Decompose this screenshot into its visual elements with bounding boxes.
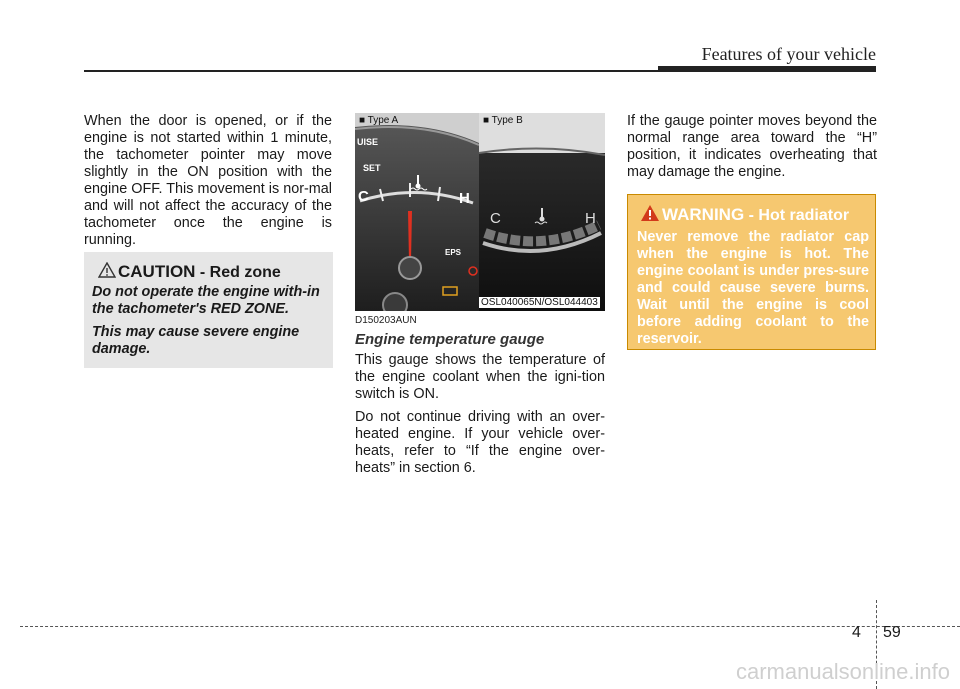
gauge-paragraph-2: Do not continue driving with an over-heated engine. If your vehicle over-heats, refer to “If the engine over-heats” in section 6. xyxy=(355,409,605,476)
warning-body: Never remove the radiator cap when the engine is hot. The engine coolant is under pres-sure and could cause severe burns. Wait until the engine is cool before adding coolant to the reservoir. xyxy=(637,229,869,347)
figure-credit: OSL040065N/OSL044403 xyxy=(481,297,598,308)
caution-line-1: Do not operate the engine with-in the tachometer's RED ZONE. xyxy=(92,284,320,317)
chapter-number: 4 xyxy=(852,624,861,641)
gauge-a-label-h: H xyxy=(459,190,470,207)
column-middle xyxy=(355,352,605,483)
tachometer-paragraph: When the door is opened, or if the engine is not started within 1 minute, the tachometer pointer may move slightly in the ON position with the engine OFF. This movement is nor-mal and will not affect the accuracy of the tachometer once the engine is running. xyxy=(84,113,332,248)
gauge-a-label-uise: UISE xyxy=(357,137,379,147)
gauge-b-label-h: H xyxy=(585,210,596,227)
gauge-a-label-eps: EPS xyxy=(445,248,462,257)
caution-body xyxy=(92,284,328,364)
header-rule-accent xyxy=(658,66,876,72)
footer-rule xyxy=(20,626,960,627)
header-title: Features of your vehicle xyxy=(701,44,876,64)
caution-line-2: This may cause severe engine damage. xyxy=(92,324,300,357)
gauge-figure xyxy=(355,113,605,311)
column-right xyxy=(627,113,877,187)
section-code: D150203AUN xyxy=(355,315,417,326)
caution-subtitle: - Red zone xyxy=(195,264,281,281)
overheat-paragraph: If the gauge pointer moves beyond the normal range area toward the “H” position, it indicates overheating that may damage the engine. xyxy=(627,113,877,180)
gauge-illustration xyxy=(355,113,605,311)
warning-title-text: WARNING xyxy=(662,205,745,224)
warning-subtitle: - Hot radiator xyxy=(744,207,850,224)
type-a-label: ■ Type A xyxy=(359,115,399,126)
warning-triangle-icon xyxy=(640,204,660,222)
section-heading: Engine temperature gauge xyxy=(355,331,545,348)
caution-title xyxy=(118,262,281,282)
column-left xyxy=(84,113,332,255)
warning-box xyxy=(627,194,876,350)
warning-title xyxy=(662,205,849,225)
page-number: 59 xyxy=(883,624,901,641)
gauge-a-label-set: SET xyxy=(363,163,381,173)
caution-title-text: CAUTION xyxy=(118,262,196,281)
caution-triangle-icon xyxy=(98,262,116,278)
gauge-a-label-c: C xyxy=(358,188,369,205)
gauge-paragraph-1: This gauge shows the temperature of the engine coolant when the igni-tion switch is ON. xyxy=(355,352,605,402)
watermark: carmanualsonline.info xyxy=(735,659,950,684)
gauge-b-label-c: C xyxy=(490,210,501,227)
type-b-label: ■ Type B xyxy=(483,115,523,126)
caution-box xyxy=(84,252,333,368)
